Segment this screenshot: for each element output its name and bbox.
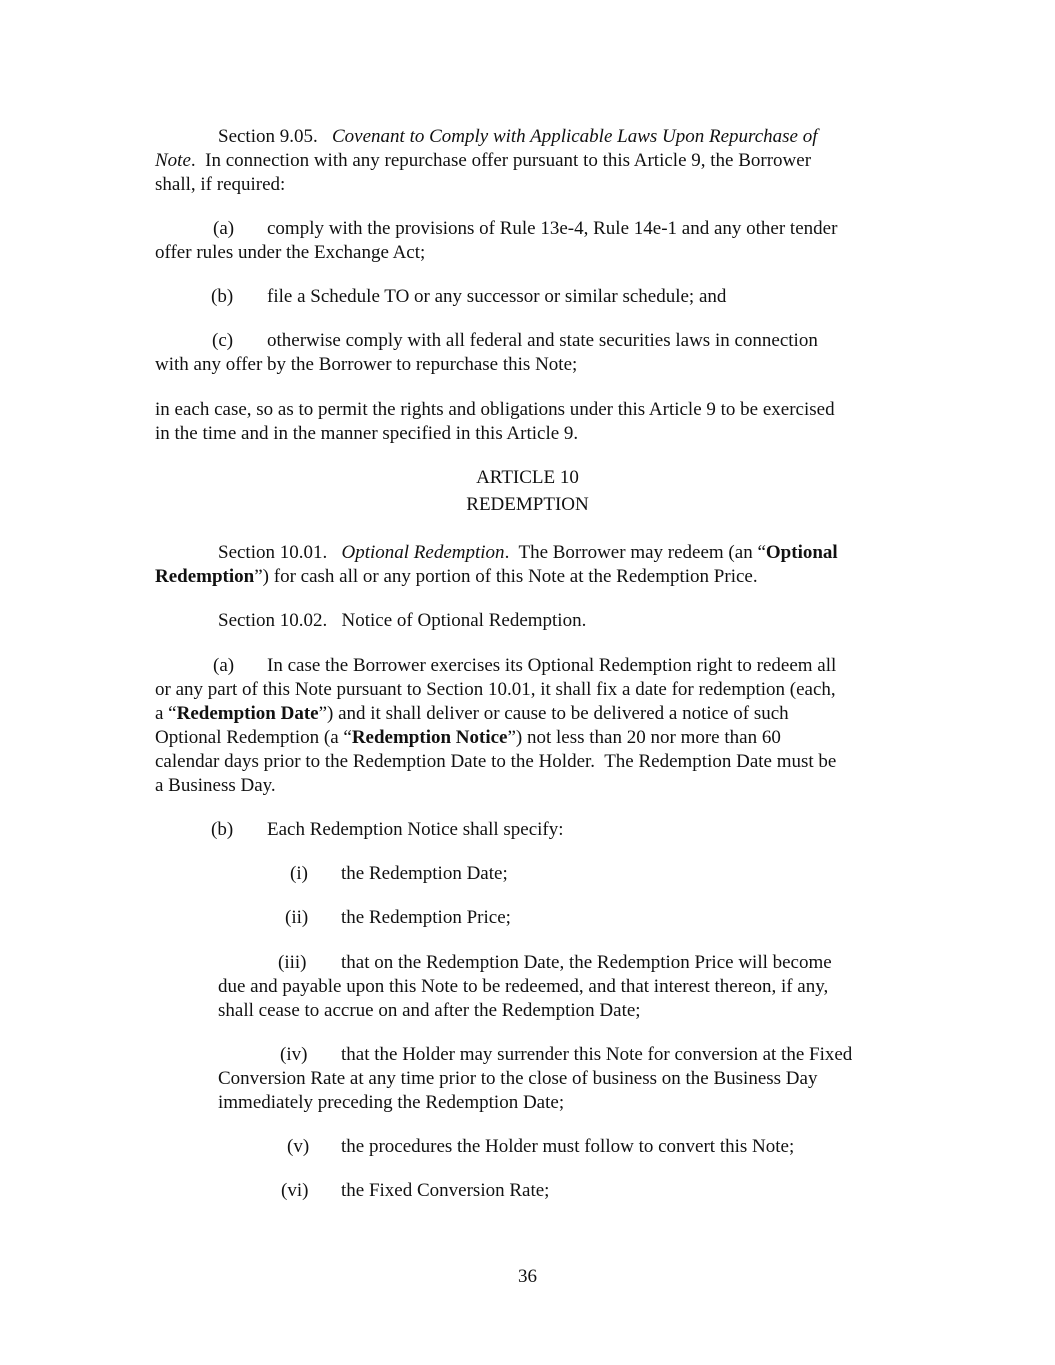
- subclause-vi: [155, 1179, 915, 1203]
- subclause-label: (ii): [285, 907, 309, 928]
- section-title: Covenant to Comply with Applicable Laws Upon Repurchase of: [332, 126, 818, 147]
- subclause-v: [155, 1135, 915, 1159]
- section-heading: Section 9.05.: [218, 126, 318, 147]
- clause-c: [155, 329, 915, 377]
- subclause-text: Conversion Rate at any time prior to the close of business on the Business Day: [218, 1068, 818, 1089]
- clause-text: or any part of this Note pursuant to Section 10.01, it shall fix a date for redemption (each,: [155, 679, 836, 700]
- section-10-02-heading: [155, 609, 915, 633]
- subclause-i: [155, 862, 915, 886]
- subclause-iv: [155, 1043, 915, 1115]
- clause-text: ”) and it shall deliver or cause to be delivered a notice of such: [318, 703, 789, 724]
- subclause-text: the Fixed Conversion Rate;: [341, 1180, 550, 1201]
- article-title: REDEMPTION: [466, 494, 589, 515]
- subclause-label: (iii): [278, 952, 307, 973]
- subclause-text: that the Holder may surrender this Note for conversion at the Fixed: [341, 1044, 853, 1065]
- defined-term: Redemption Notice: [351, 727, 508, 748]
- paragraph-text: ”) for cash all or any portion of this Note at the Redemption Price.: [254, 566, 758, 587]
- clause-text: a “: [155, 703, 177, 724]
- clause-text: with any offer by the Borrower to repurchase this Note;: [155, 354, 578, 375]
- page-footer: [155, 1265, 915, 1289]
- subclause-text: the procedures the Holder must follow to convert this Note;: [341, 1136, 795, 1157]
- clause-text: ”) not less than 20 nor more than 60: [507, 727, 781, 748]
- subclause-ii: [155, 906, 915, 930]
- clause-label: (b): [211, 286, 234, 307]
- subclause-text: due and payable upon this Note to be redeemed, and that interest thereon, if any,: [218, 976, 829, 997]
- paragraph-text: . The Borrower may redeem (an “: [504, 542, 766, 563]
- subclause-text: the Redemption Price;: [341, 907, 511, 928]
- paragraph-text: . In connection with any repurchase offer pursuant to this Article 9, the Borrower: [190, 150, 812, 171]
- subclause-iii: [155, 951, 915, 1023]
- clause-label: (b): [211, 819, 234, 840]
- clause-label: (a): [213, 655, 235, 676]
- defined-term: Redemption Date: [176, 703, 319, 724]
- clause-b: [155, 285, 915, 309]
- section-10-01: [155, 541, 915, 589]
- section-title-cont: Note: [155, 150, 191, 171]
- clause-label: (a): [213, 218, 235, 239]
- article-number: ARTICLE 10: [476, 467, 579, 488]
- paragraph-text: in the time and in the manner specified in this Article 9.: [155, 423, 579, 444]
- subclause-text: the Redemption Date;: [341, 863, 508, 884]
- clause-text: offer rules under the Exchange Act;: [155, 242, 426, 263]
- clause-text: In case the Borrower exercises its Optional Redemption right to redeem all: [267, 655, 837, 676]
- clause-text: comply with the provisions of Rule 13e-4, Rule 14e-1 and any other tender: [267, 218, 838, 239]
- subclause-label: (vi): [281, 1180, 309, 1201]
- section-title: Notice of Optional Redemption.: [341, 610, 587, 631]
- clause-text: a Business Day.: [155, 775, 276, 796]
- subclause-text: immediately preceding the Redemption Date;: [218, 1092, 565, 1113]
- section-10-02-clause-b: [155, 818, 915, 842]
- article-heading: [155, 466, 915, 517]
- clause-text: Each Redemption Notice shall specify:: [267, 819, 564, 840]
- section-9-05-intro: [155, 125, 915, 197]
- section-heading: Section 10.02.: [218, 610, 328, 631]
- subclause-text: that on the Redemption Date, the Redemption Price will become: [341, 952, 832, 973]
- clause-label: (c): [212, 330, 234, 351]
- paragraph-text: in each case, so as to permit the rights and obligations under this Article 9 to be exercised: [155, 399, 835, 420]
- section-10-02-clause-a: [155, 654, 915, 798]
- clause-a: [155, 217, 915, 265]
- page-number: 36: [518, 1266, 537, 1287]
- clause-text: Optional Redemption (a “: [155, 727, 352, 748]
- subclause-label: (v): [287, 1136, 310, 1157]
- defined-term: Optional: [765, 542, 838, 563]
- clause-text: calendar days prior to the Redemption Date to the Holder. The Redemption Date must be: [155, 751, 837, 772]
- subclause-label: (i): [290, 863, 308, 884]
- section-heading: Section 10.01.: [218, 542, 328, 563]
- subclause-label: (iv): [280, 1044, 308, 1065]
- clause-text: file a Schedule TO or any successor or similar schedule; and: [267, 286, 727, 307]
- section-title: Optional Redemption: [341, 542, 505, 563]
- section-9-05-tail: [155, 398, 915, 446]
- paragraph-text: shall, if required:: [155, 174, 286, 195]
- clause-text: otherwise comply with all federal and state securities laws in connection: [267, 330, 818, 351]
- subclause-text: shall cease to accrue on and after the Redemption Date;: [218, 1000, 641, 1021]
- defined-term: Redemption: [155, 566, 255, 587]
